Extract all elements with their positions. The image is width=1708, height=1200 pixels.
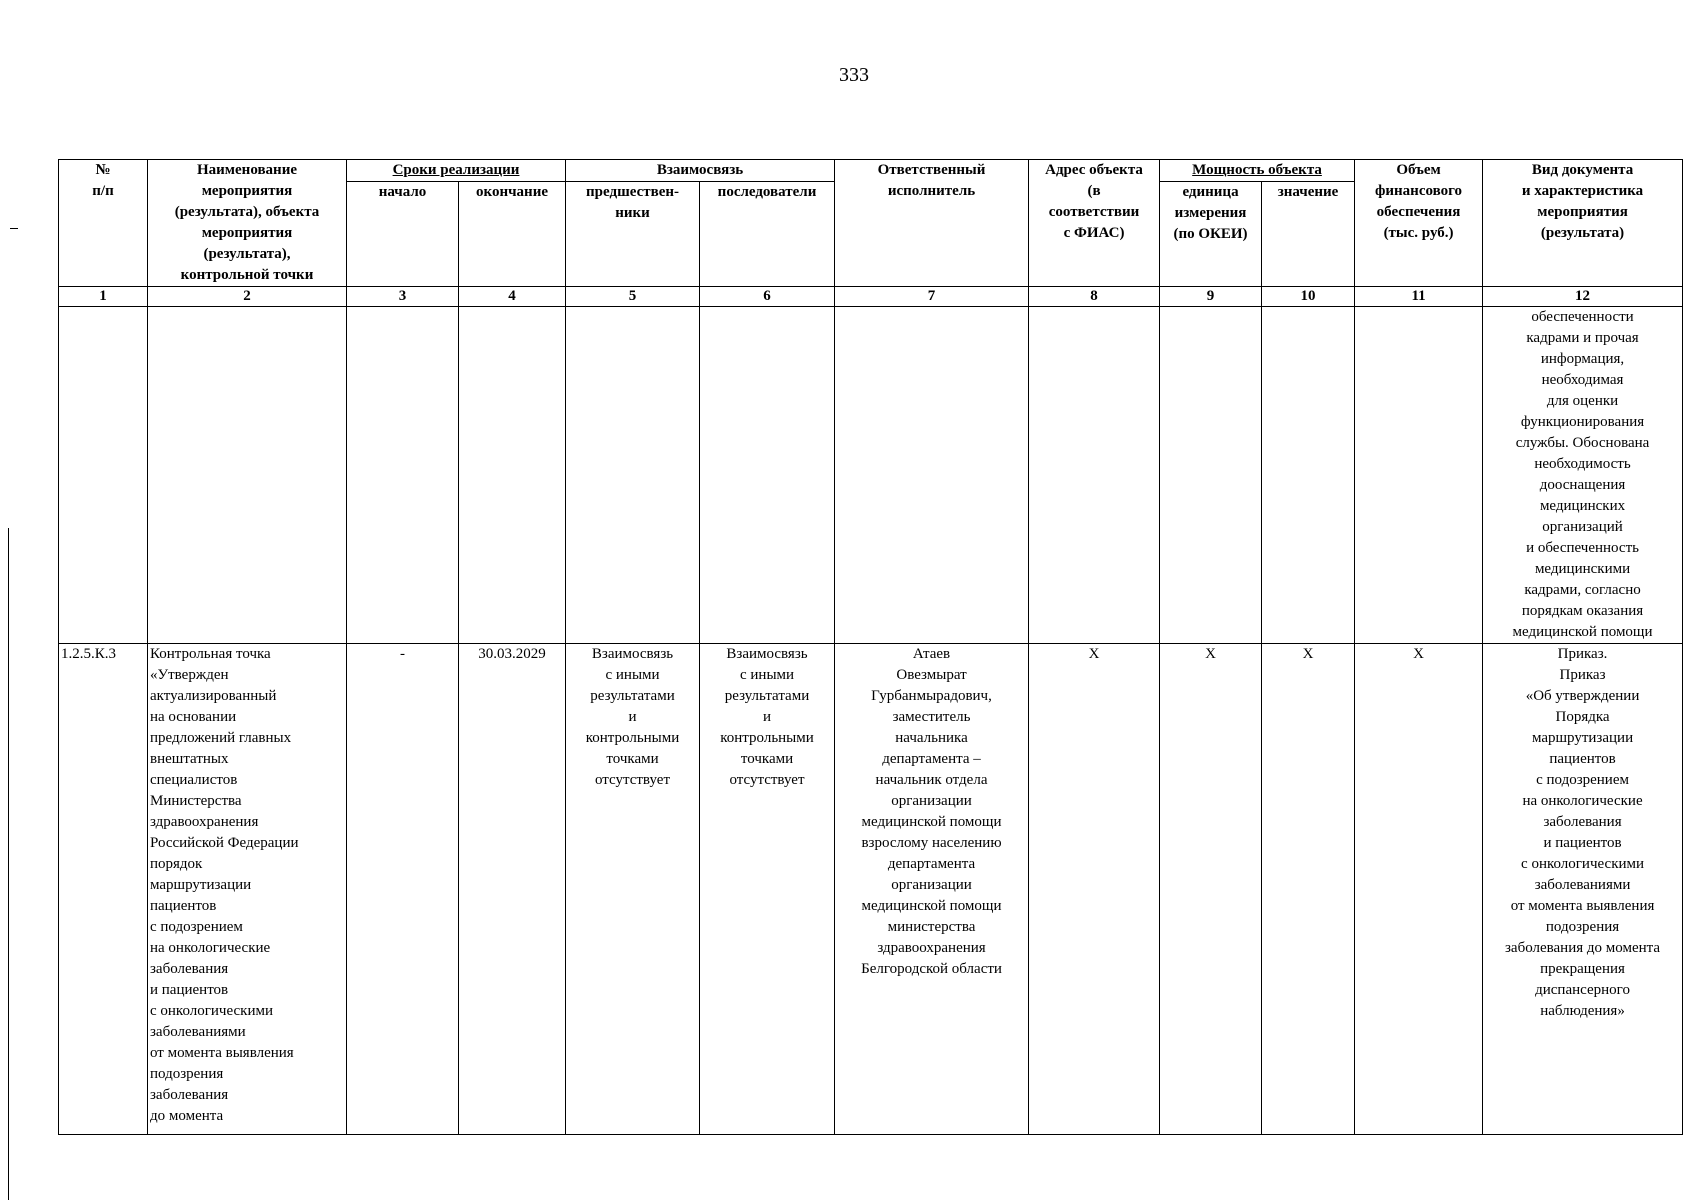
cell-number [59,307,148,644]
header-address: Адрес объекта (в соответствии с ФИАС) [1029,160,1160,287]
page-number: 333 [839,64,869,86]
cell-successors: Взаимосвязь с иными результатами и контрольными точками отсутствует [700,644,835,1135]
cell-finance [1355,307,1483,644]
margin-line [8,528,9,1200]
column-number: 2 [148,287,347,307]
cell-start [347,307,459,644]
header-terms-group: Сроки реализации [347,160,566,182]
header-link-group: Взаимосвязь [566,160,835,182]
column-number: 6 [700,287,835,307]
column-number: 4 [459,287,566,307]
column-number: 8 [1029,287,1160,307]
cell-finance: Х [1355,644,1483,1135]
column-numbers-row [59,287,1683,307]
header-finance: Объем финансового обеспечения (тыс. руб.) [1355,160,1483,287]
column-number: 9 [1160,287,1262,307]
cell-end [459,307,566,644]
header-name: Наименование мероприятия (результата), объекта мероприятия (результата), контрольной точки [148,160,347,287]
header-unit: единица измерения (по ОКЕИ) [1160,182,1262,287]
header-number: № п/п [59,160,148,287]
cell-document: Приказ. Приказ «Об утверждении Порядка маршрутизации пациентов с подозрением на онкологические заболевания и пациентов с онкологическими заболеваниями от момента выявления подозрения заболевания до момента прекращения диспансерного наблюдения» [1483,644,1683,1135]
cell-document: обеспеченности кадрами и прочая информация, необходимая для оценки функционирования службы. Обоснована необходимость дооснащения медицинских организаций и обеспеченность медицинскими кадрами, согласно порядкам оказания медицинской помощи [1483,307,1683,644]
cell-predecessors [566,307,700,644]
table-row [59,307,1683,644]
header-predecessors: предшествен- ники [566,182,700,287]
table-row [59,644,1683,1135]
column-number: 11 [1355,287,1483,307]
header-row-1 [59,160,1683,182]
header-end: окончание [459,182,566,287]
header-start: начало [347,182,459,287]
header-value: значение [1262,182,1355,287]
header-document: Вид документа и характеристика мероприятия (результата) [1483,160,1683,287]
cell-start: - [347,644,459,1135]
cell-end: 30.03.2029 [459,644,566,1135]
cell-predecessors: Взаимосвязь с иными результатами и контрольными точками отсутствует [566,644,700,1135]
cell-number: 1.2.5.К.3 [59,644,148,1135]
column-number: 12 [1483,287,1683,307]
header-capacity-group: Мощность объекта [1160,160,1355,182]
cell-address: Х [1029,644,1160,1135]
cell-name: Контрольная точка «Утвержден актуализированный на основании предложений главных внештатных специалистов Министерства здравоохранения Российской Федерации порядок маршрутизации пациентов с подозрением на онкологические заболевания и пациентов с онкологическими заболеваниями от момента выявления подозрения заболевания до момента [148,644,347,1135]
column-number: 7 [835,287,1029,307]
column-number: 5 [566,287,700,307]
cell-unit [1160,307,1262,644]
cell-responsible: Атаев Овезмырат Гурбанмырадович, заместитель начальника департамента – начальник отдела организации медицинской помощи взрослому населению департамента организации медицинской помощи министерства здравоохранения Белгородской области [835,644,1029,1135]
column-number: 1 [59,287,148,307]
header-successors: последователи [700,182,835,287]
column-number: 10 [1262,287,1355,307]
cell-name [148,307,347,644]
cell-responsible [835,307,1029,644]
cell-value: Х [1262,644,1355,1135]
cell-successors [700,307,835,644]
margin-tick [10,228,18,229]
column-number: 3 [347,287,459,307]
measures-table [58,159,1683,1135]
cell-address [1029,307,1160,644]
header-responsible: Ответственный исполнитель [835,160,1029,287]
cell-value [1262,307,1355,644]
cell-unit: Х [1160,644,1262,1135]
